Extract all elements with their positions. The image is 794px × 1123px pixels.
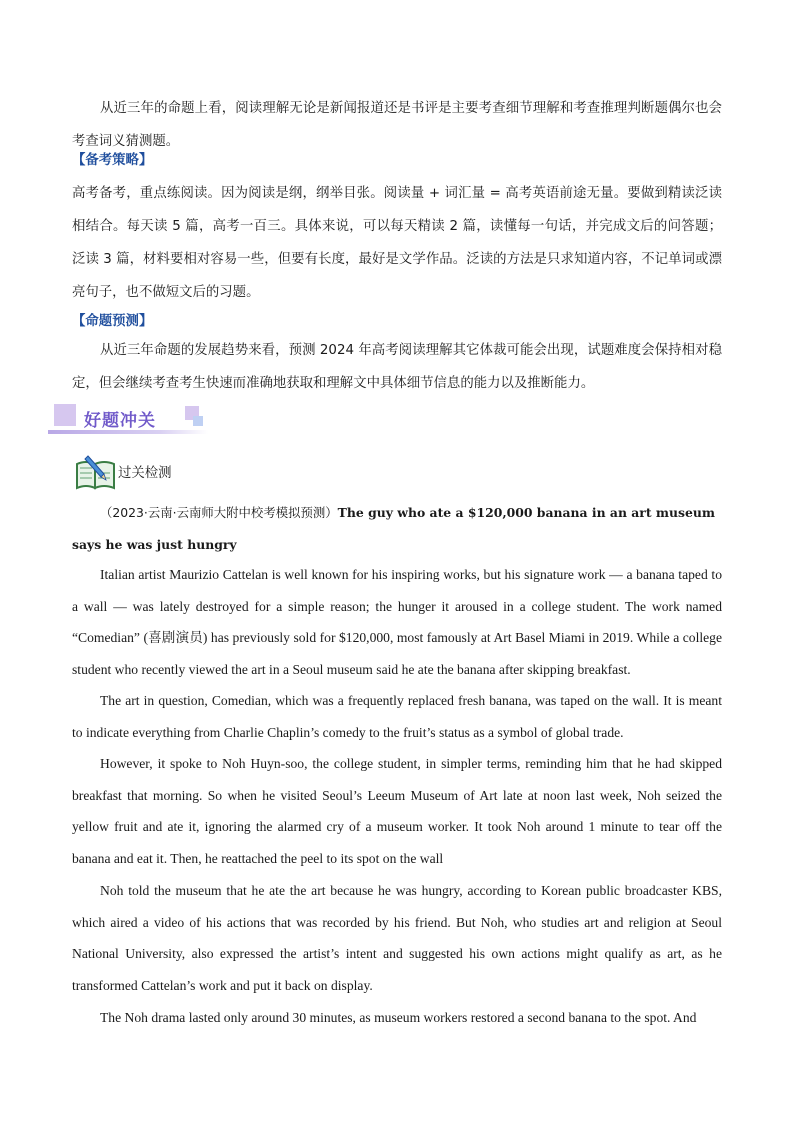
check-header	[74, 452, 194, 492]
passage-paragraph: The art in question, Comedian, which was a frequently replaced fresh banana, was taped on the wall. It is meant to indicate everything from Charlie Chaplin’s comedy to the fruit’s status as a symbol of global trade.	[72, 693, 722, 740]
check-label: 过关检测	[118, 466, 172, 481]
strategy-heading: 【备考策略】	[72, 153, 153, 168]
intro-paragraph: 从近三年的命题上看，阅读理解无论是新闻报道还是书评是主要考查细节理解和考查推理判断题偶尔也会考查词义猜测题。	[72, 101, 722, 149]
prediction-heading: 【命题预测】	[72, 314, 153, 329]
banner-decor-square	[193, 416, 203, 426]
passage-paragraph: Noh told the museum that he ate the art because he was hungry, according to Korean public broadcaster KBS, which aired a video of his actions that was recorded by his friend. But Noh, who studies art and religion at Seoul National University, also expressed the artist’s intent and suggested his own actions might qualify as art, as he transformed Cattelan’s work and put it back on display.	[72, 883, 722, 994]
section-title: 好题冲关	[84, 411, 156, 431]
passage-paragraph: Italian artist Maurizio Cattelan is well known for his inspiring works, but his signature work — a banana taped to a wall — was lately destroyed for a simple reason; the hunger it aroused in a college student. The work named “Comedian” (喜剧演员) has previously sold for $120,000, most famously at Art Basel Miami in 2019. While a college student who recently viewed the art in a Seoul museum said he ate the banana after skipping breakfast.	[72, 567, 722, 678]
section-banner	[48, 402, 208, 436]
book-pencil-icon	[74, 452, 118, 492]
passage-title: The guy who ate a $120,000 banana in an art museum says he was just hungry	[72, 505, 715, 552]
passage-heading	[72, 497, 722, 560]
passage-source: （2023·云南·云南师大附中校考模拟预测）	[100, 505, 338, 520]
prediction-paragraph: 从近三年命题的发展趋势来看，预测 2024 年高考阅读理解其它体裁可能会出现，试题难度会保持相对稳定，但会继续考查考生快速而准确地获取和理解文中具体细节信息的能力以及推断能力。	[72, 343, 722, 391]
strategy-paragraph: 高考备考，重点练阅读。因为阅读是纲，纲举目张。阅读量 + 词汇量 = 高考英语前途无量。要做到精读泛读相结合。每天读 5 篇，高考一百三。具体来说，可以每天精读 2 篇，读懂每一句话，并完成文后的问答题；泛读 3 篇，材料要相对容易一些，但要有长度，最好是文学作品。泛读的方法是只求知道内容，不记单词或漂亮句子，也不做短文后的习题。	[72, 186, 722, 300]
passage-paragraph: The Noh drama lasted only around 30 minutes, as museum workers restored a second banana to the spot. And	[100, 1010, 697, 1025]
passage-paragraph: However, it spoke to Noh Huyn-soo, the college student, in simpler terms, reminding him that he had skipped breakfast that morning. So when he visited Seoul’s Leeum Museum of Art late at noon last week, Noh seized the yellow fruit and ate it, ignoring the alarmed cry of a museum worker. It took Noh around 1 minute to tear off the banana and eat it. Then, he reattached the peel to its spot on the wall	[72, 756, 722, 867]
banner-decor-square	[54, 404, 76, 426]
